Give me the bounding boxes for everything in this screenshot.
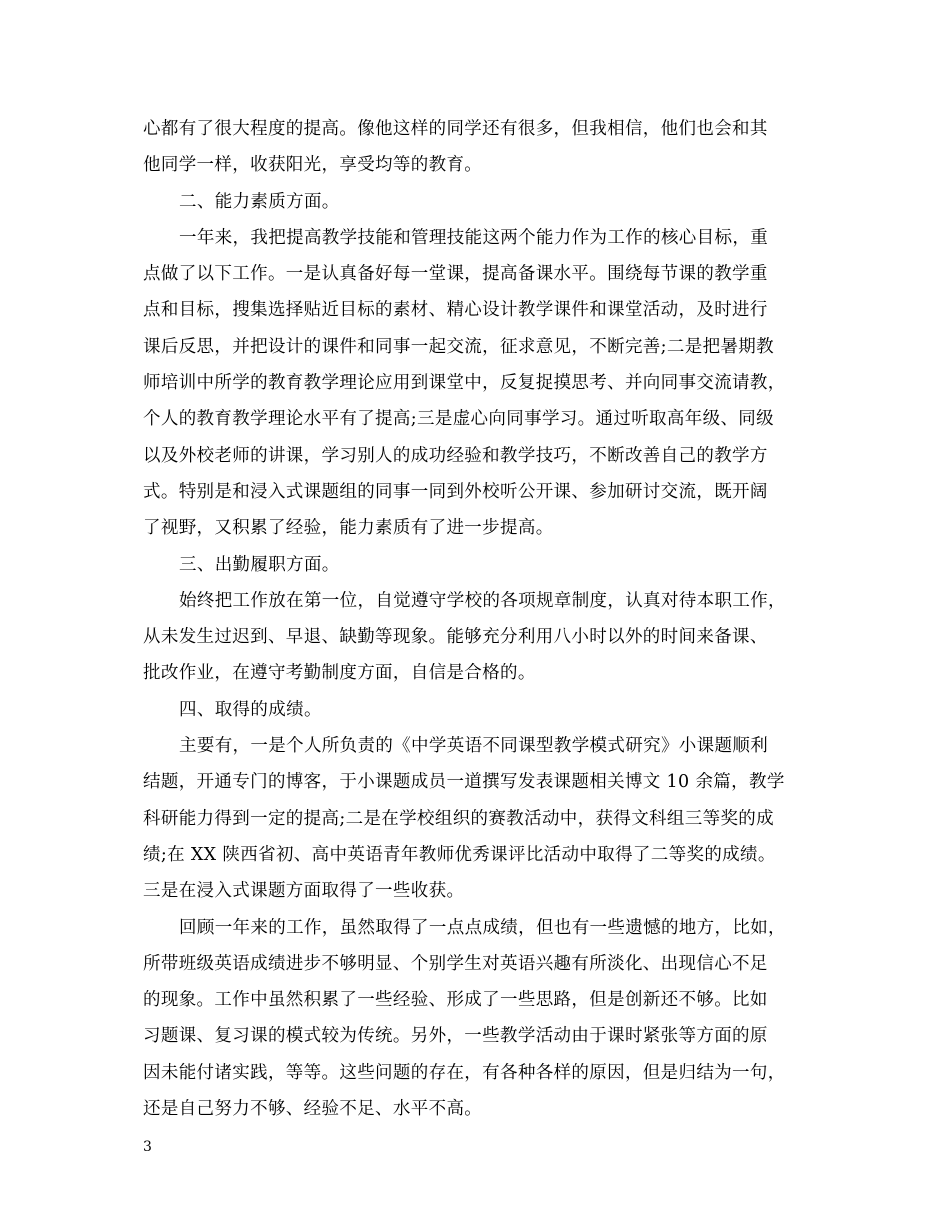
- text-line: 回顾一年来的工作，虽然取得了一点点成绩，但也有一些遗憾的地方，比如，: [179, 917, 786, 938]
- text-line: 师培训中所学的教育教学理论应用到课堂中，反复捉摸思考、并向同事交流请教，: [143, 373, 786, 394]
- text-line: 始终把工作放在第一位，自觉遵守学校的各项规章制度，认真对待本职工作，: [179, 590, 786, 611]
- body-text: [143, 111, 825, 1127]
- page-number: 3: [143, 1139, 152, 1155]
- text-line: 科研能力得到一定的提高;二是在学校组织的赛教活动中，获得文科组三等奖的成: [143, 808, 774, 829]
- text-line: 因未能付诸实践，等等。这些问题的存在，有各种各样的原因，但是归结为一句，: [143, 1062, 786, 1083]
- text-line: 四、取得的成绩。: [179, 699, 322, 720]
- text-line: 二、能力素质方面。: [179, 191, 340, 212]
- text-line: 一年来，我把提高教学技能和管理技能这两个能力作为工作的核心目标，重: [179, 227, 769, 248]
- text-line: 所带班级英语成绩进步不够明显、个别学生对英语兴趣有所淡化、出现信心不足: [143, 953, 768, 974]
- text-line: 批改作业，在遵守考勤制度方面，自信是合格的。: [143, 663, 536, 684]
- text-line: 结题，开通专门的博客，于小课题成员一道撰写发表课题相关博文 10 余篇，教学: [143, 772, 785, 793]
- text-line: 还是自己努力不够、经验不足、水平不高。: [143, 1099, 483, 1120]
- text-line: 以及外校老师的讲课，学习别人的成功经验和教学技巧，不断改善自己的教学方: [143, 445, 768, 466]
- text-line: 课后反思，并把设计的课件和同事一起交流，征求意见，不断完善;二是把暑期教: [143, 336, 774, 357]
- text-line: 三、出勤履职方面。: [179, 554, 340, 575]
- text-line: 主要有，一是个人所负责的《中学英语不同课型教学模式研究》小课题顺利: [179, 736, 769, 757]
- text-line: 绩;在 XX 陕西省初、高中英语青年教师优秀课评比活动中取得了二等奖的成绩。: [143, 844, 776, 865]
- text-line: 从未发生过迟到、早退、缺勤等现象。能够充分利用八小时以外的时间来备课、: [143, 627, 768, 648]
- text-line: 的现象。工作中虽然积累了一些经验、形成了一些思路，但是创新还不够。比如: [143, 990, 768, 1011]
- text-line: 了视野，又积累了经验，能力素质有了进一步提高。: [143, 518, 554, 539]
- text-line: 式。特别是和浸入式课题组的同事一同到外校听公开课、参加研讨交流，既开阔: [143, 481, 768, 502]
- text-line: 心都有了很大程度的提高。像他这样的同学还有很多，但我相信，他们也会和其: [143, 119, 768, 139]
- text-line: 他同学一样，收获阳光，享受均等的教育。: [143, 155, 483, 176]
- text-line: 点和目标，搜集选择贴近目标的素材、精心设计教学课件和课堂活动，及时进行: [143, 300, 768, 321]
- text-line: 个人的教育教学理论水平有了提高;三是虚心向同事学习。通过听取高年级、同级: [143, 409, 774, 430]
- text-line: 习题课、复习课的模式较为传统。另外，一些教学活动由于课时紧张等方面的原: [143, 1026, 768, 1047]
- text-line: 三是在浸入式课题方面取得了一些收获。: [143, 881, 465, 902]
- text-line: 点做了以下工作。一是认真备好每一堂课，提高备课水平。围绕每节课的教学重: [143, 264, 768, 285]
